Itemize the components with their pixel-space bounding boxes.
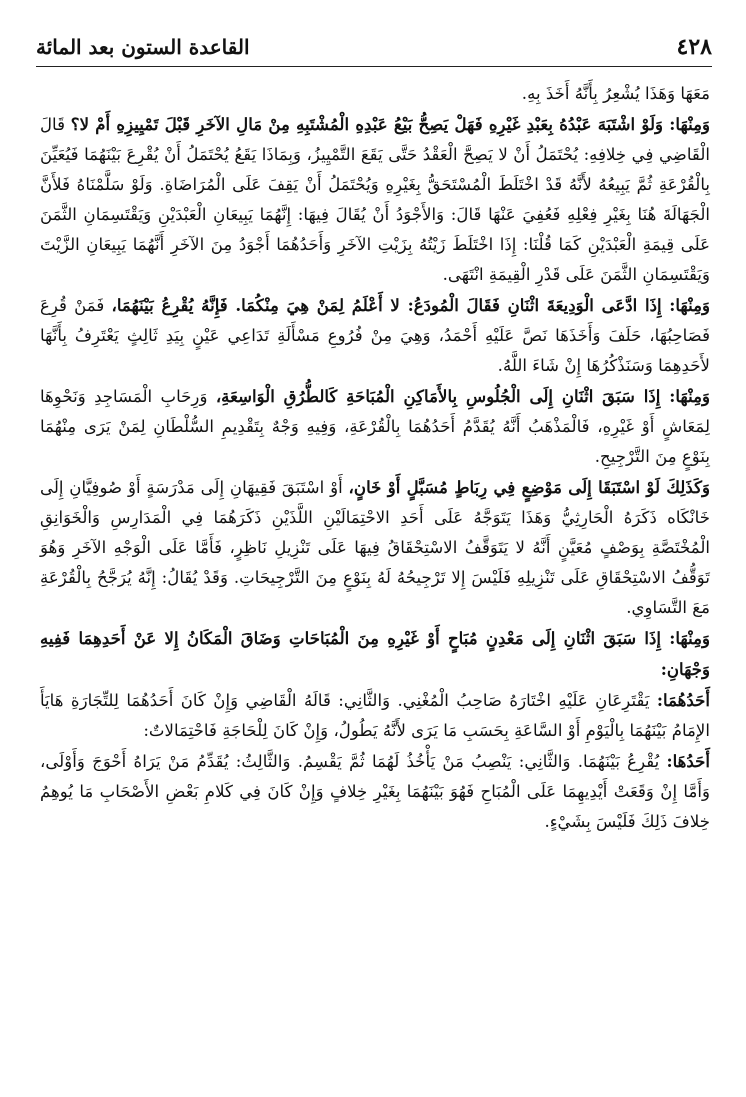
paragraph-text: فَمَنْ قُرِعَ فَصَاحِبُهَا، حَلَفَ وَأَخَذَهَا نَصَّ عَلَيْهِ أَحْمَدُ، وَهِيَ مِنْ فُرُوعِ مَسْأَلَةِ تَدَاعِي عَيْنٍ بِيَدِ ثَالِثٍ يَعْتَرِفُ بِأَنَّهَا لأَحَدِهِمَا وَسَنَذْكُرُهَا إِنْ شَاءَ اللَّهُ. bbox=[40, 296, 710, 375]
paragraph-text: يُقْرِعُ بَيْنَهُمَا. وَالثَّانِي: يَنْصِبُ مَنْ يَأْخُذُ لَهُمَا ثُمَّ يَقْسِمُ. وَالثَّالِثُ: يُقَدِّمُ مَنْ يَرَاهُ أَحْوَجَ وَأَوْلَى، وَأَمَّا إِنْ وَقَعَتْ أَيْدِيهِمَا عَلَى الْمُبَاحِ فَهُوَ بَيْنَهُمَا بِغَيْرِ خِلافٍ وَإِنْ كَانَ فِي كَلامِ بَعْضِ الأَصْحَابِ مَا يُوهِمُ خِلافَ ذَلِكَ فَلَيْسَ بِشَيْءٍ. bbox=[40, 752, 710, 831]
paragraph-lead: أَحَدُهُمَا: bbox=[656, 690, 710, 710]
paragraph-5 bbox=[40, 472, 710, 623]
page-body bbox=[40, 78, 710, 837]
paragraph-lead: وَمِنْهَا: إِذَا سَبَقَ اثْنَانِ إِلَى الْجُلُوسِ بِالأَمَاكِنِ الْمُبَاحَةِ كَالطُّرُقِ الْوَاسِعَةِ، bbox=[215, 386, 710, 406]
paragraph-text: وَرِحَابِ الْمَسَاجِدِ وَنَحْوِهَا لِمَعَاشٍ أَوْ غَيْرِهِ، فَالْمَذْهَبُ أَنَّهُ يُقَدَّمُ أَحَدُهُمَا بِالْقُرْعَةِ، وَفِيهِ وَجْهٌ بِتَقْدِيمِ السُّلْطَانِ لِمَنْ يَرَى مِنْهُمَا بِنَوْعٍ مِنَ التَّرْجِيحِ. bbox=[40, 387, 710, 466]
paragraph-lead: وَمِنْهَا: إِذَا سَبَقَ اثْنَانِ إِلَى مَعْدِنٍ مُبَاحٍ أَوْ غَيْرِهِ مِنَ الْمُبَاحَاتِ وَضَاقَ الْمَكَانُ إِلا عَنْ أَحَدِهِمَا فَفِيهِ وَجْهَانِ: bbox=[40, 628, 710, 679]
paragraph-1 bbox=[40, 78, 710, 109]
page-number: ٤٢٨ bbox=[676, 34, 712, 60]
paragraph-text: مَعَهَا وَهَذَا يُشْعِرُ بِأَنَّهُ أَخَذَ بِهِ. bbox=[521, 84, 710, 103]
paragraph-lead: وَكَذَلِكَ لَوْ اسْتَبَقَا إِلَى مَوْضِعٍ فِي رِبَاطٍ مُسَبَّلٍ أَوْ خَانٍ، bbox=[348, 477, 710, 497]
running-title: القاعدة الستون بعد المائة bbox=[36, 35, 250, 59]
paragraph-text: يَقْتَرِعَانِ عَلَيْهِ اخْتَارَهُ صَاحِبُ الْمُغْنِي. وَالثَّانِي: قَالَهُ الْقَاضِي وَإِنْ كَانَ أَحَدُهُمَا لِلتِّجَارَةِ هَايَأَ الإِمَامُ بَيْنَهُمَا بِالْيَوْمِ أَوْ السَّاعَةِ بِحَسَبِ مَا يَرَى لأَنَّهُ يَطُولُ، وَإِنْ كَانَ لِلْحَاجَةِ فَاحْتِمَالاتٌ: bbox=[40, 691, 710, 740]
paragraph-8 bbox=[40, 746, 710, 837]
page-header bbox=[36, 30, 712, 64]
paragraph-lead: وَمِنْهَا: إِذَا ادَّعَى الْوَدِيعَةَ اثْنَانِ فَقَالَ الْمُودَعُ: لا أَعْلَمُ لِمَنْ هِيَ مِنْكُمَا. فَإِنَّهُ يُقْرِعُ بَيْنَهُمَا، bbox=[111, 295, 710, 315]
paragraph-text: قَالَ الْقَاضِي فِي خِلافِهِ: يُحْتَمَلُ أَنْ لا يَصِحَّ الْعَقْدُ حَتَّى يَقَعَ التَّمْيِيزُ، وَبِمَاذَا يَقَعُ يُحْتَمَلُ أَنْ يُقْرِعَ بَيْنَهُمَا فَيُعَيِّنَ بِالْقُرْعَةِ ثُمَّ يَبِيعُهُ لأَنَّهُ قَدْ اخْتَلَطَ الْمُسْتَحَقُّ بِغَيْرِهِ وَيُحْتَمَلُ أَنْ يَقِفَ عَلَى الْمُرَاضَاةِ. وَلَوْ سَلَّمْنَاهُ فَلأَنَّ الْجَهَالَةَ هُنَا بِغَيْرِ فِعْلِهِ فَعُفِيَ عَنْهَا قَالَ: وَالأَجْوَدُ أَنْ يُقَالَ فِيهَا: إِنَّهُمَا يَبِيعَانِ الْعَبْدَيْنِ وَيَقْتَسِمَانِ الثَّمَنَ عَلَى قِيمَةِ الْعَبْدَيْنِ كَمَا قُلْنَا: إِذَا اخْتَلَطَ زَيْتُهُ بِزَيْتِ الآخَرِ وَأَحَدُهُمَا أَجْوَدُ مِنَ الآخَرِ أَنَّهُمَا يَبِيعَانِ الزَّيْتَ وَيَقْتَسِمَانِ الثَّمَنَ عَلَى قَدْرِ الْقِيمَةِ انْتَهَى. bbox=[40, 115, 710, 284]
paragraph-4 bbox=[40, 381, 710, 472]
paragraph-7 bbox=[40, 685, 710, 746]
paragraph-text: أَوْ اسْتَبَقَ فَقِيهَانِ إِلَى مَدْرَسَةٍ أَوْ صُوفِيَّانِ إِلَى خَانْكَاه ذَكَرَهُ الْحَارِثِيُّ وَهَذَا يَتَوَجَّهُ عَلَى أَحَدِ الاحْتِمَالَيْنِ اللَّذَيْنِ ذَكَرَهُمَا فِي الْمَدَارِسِ وَالْخَوَانِقِ الْمُخْتَصَّةِ بِوَصْفٍ مُعَيَّنٍ أَنَّهُ لا يَتَوَقَّفُ الاسْتِحْقَاقُ فِيهَا عَلَى تَنْزِيلِ نَاظِرٍ، فَأَمَّا عَلَى الْوَجْهِ الآخَرِ وَهُوَ تَوَقُّفُ الاسْتِحْقَاقِ عَلَى تَنْزِيلِهِ فَلَيْسَ إِلا تَرْجِيحُهُ لَهُ بِنَوْعٍ مِنَ التَّرْجِيحَاتِ. وَقَدْ يُقَالُ: إِنَّهُ يُرَجَّحُ بِالْقُرْعَةِ مَعَ التَّسَاوِي. bbox=[40, 478, 710, 617]
paragraph-3 bbox=[40, 290, 710, 381]
header-divider bbox=[36, 66, 712, 67]
paragraph-6 bbox=[40, 623, 710, 685]
paragraph-2 bbox=[40, 109, 710, 290]
paragraph-lead: وَمِنْهَا: وَلَوْ اشْتَبَهَ عَبْدُهُ بِعَبْدِ غَيْرِهِ فَهَلْ يَصِحُّ بَيْعُ عَبْدِهِ الْمُشْتَبِهِ مِنْ مَالِ الآخَرِ قَبْلَ تَمْيِيزِهِ أَمْ لا؟ bbox=[70, 114, 710, 134]
paragraph-lead: أَحَدُهَا: bbox=[666, 751, 710, 771]
